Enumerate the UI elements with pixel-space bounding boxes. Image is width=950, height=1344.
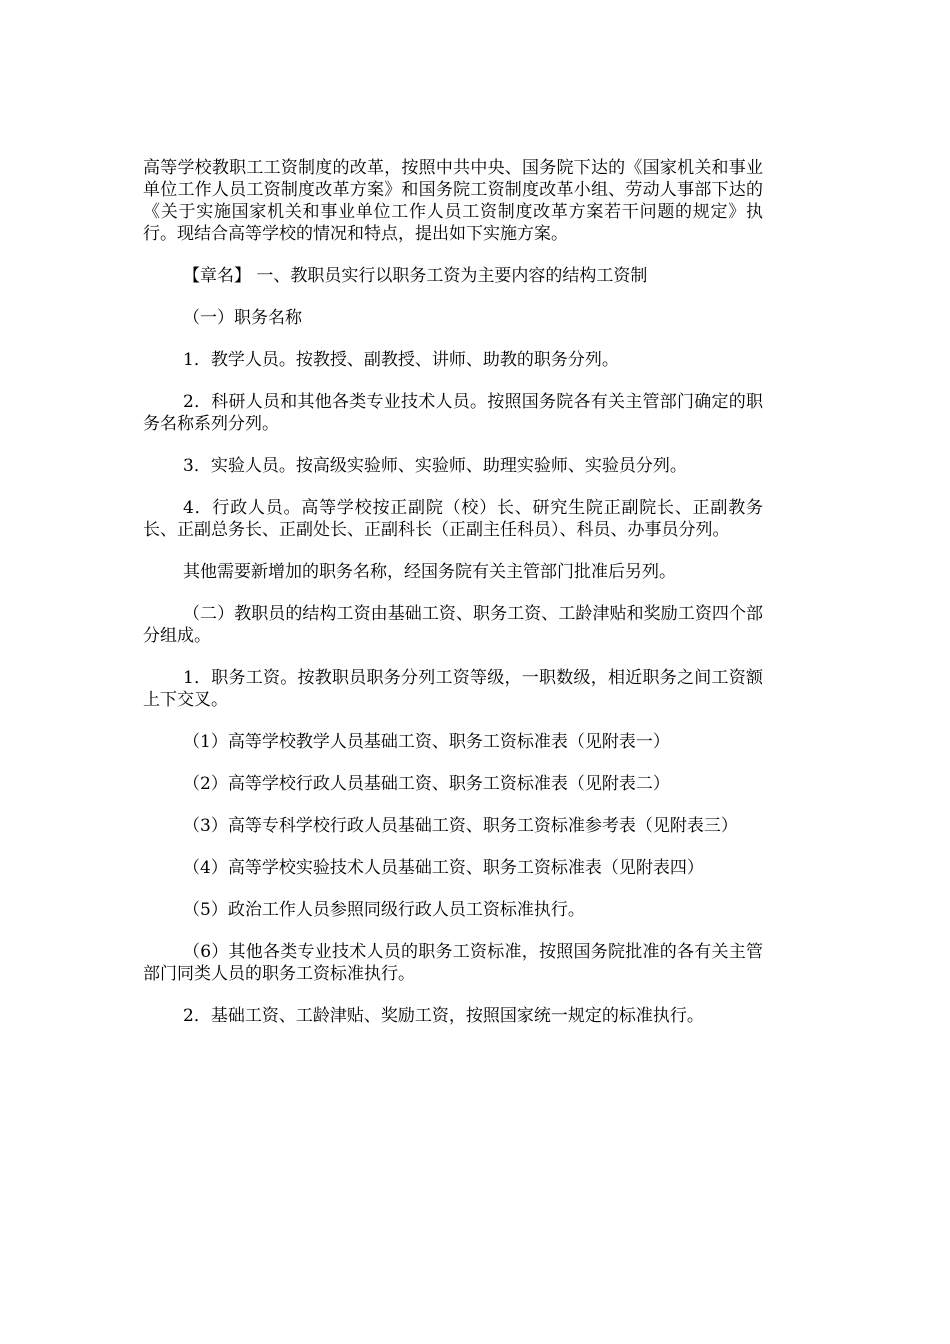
- sub-list-item: （2）高等学校行政人员基础工资、职务工资标准表（见附表二）: [183, 774, 670, 794]
- sub-list-item: （1）高等学校教学人员基础工资、职务工资标准表（见附表一）: [183, 732, 670, 752]
- body-paragraph: 其他需要新增加的职务名称，经国务院有关主管部门批准后另列。: [183, 562, 676, 582]
- chapter-heading: 【章名】 一、教职员实行以职务工资为主要内容的结构工资制: [183, 266, 648, 286]
- list-item: 1．职务工资。按教职员职务分列工资等级，一职数级，相近职务之间工资额上下交叉。: [143, 668, 763, 710]
- intro-paragraph: 高等学校教职工工资制度的改革，按照中共中央、国务院下达的《国家机关和事业单位工作人员工资制度改革方案》和国务院工资制度改革小组、劳动人事部下达的《关于实施国家机关和事业单位工作人员工资制度改革方案若干问题的规定》执行。现结合高等学校的情况和特点，提出如下实施方案。: [143, 158, 763, 244]
- list-item: 2．基础工资、工龄津贴、奖励工资，按照国家统一规定的标准执行。: [183, 1006, 704, 1026]
- list-item: 3．实验人员。按高级实验师、实验师、助理实验师、实验员分列。: [183, 456, 687, 476]
- list-item: 2．科研人员和其他各类专业技术人员。按照国务院各有关主管部门确定的职务名称系列分列。: [143, 392, 763, 434]
- list-item: 4．行政人员。高等学校按正副院（校）长、研究生院正副院长、正副教务长、正副总务长、正副处长、正副科长（正副主任科员）、科员、办事员分列。: [143, 498, 763, 540]
- sub-list-item: （4）高等学校实验技术人员基础工资、职务工资标准表（见附表四）: [183, 858, 704, 878]
- sub-list-item: （6）其他各类专业技术人员的职务工资标准，按照国务院批准的各有关主管部门同类人员的职务工资标准执行。: [143, 942, 763, 984]
- sub-list-item: （5）政治工作人员参照同级行政人员工资标准执行。: [183, 900, 585, 920]
- list-item: 1．教学人员。按教授、副教授、讲师、助教的职务分列。: [183, 350, 619, 370]
- document-body: [143, 157, 763, 1047]
- section-heading: （二）教职员的结构工资由基础工资、职务工资、工龄津贴和奖励工资四个部分组成。: [143, 604, 763, 646]
- sub-list-item: （3）高等专科学校行政人员基础工资、职务工资标准参考表（见附表三）: [183, 816, 738, 836]
- section-heading: （一）职务名称: [183, 308, 302, 328]
